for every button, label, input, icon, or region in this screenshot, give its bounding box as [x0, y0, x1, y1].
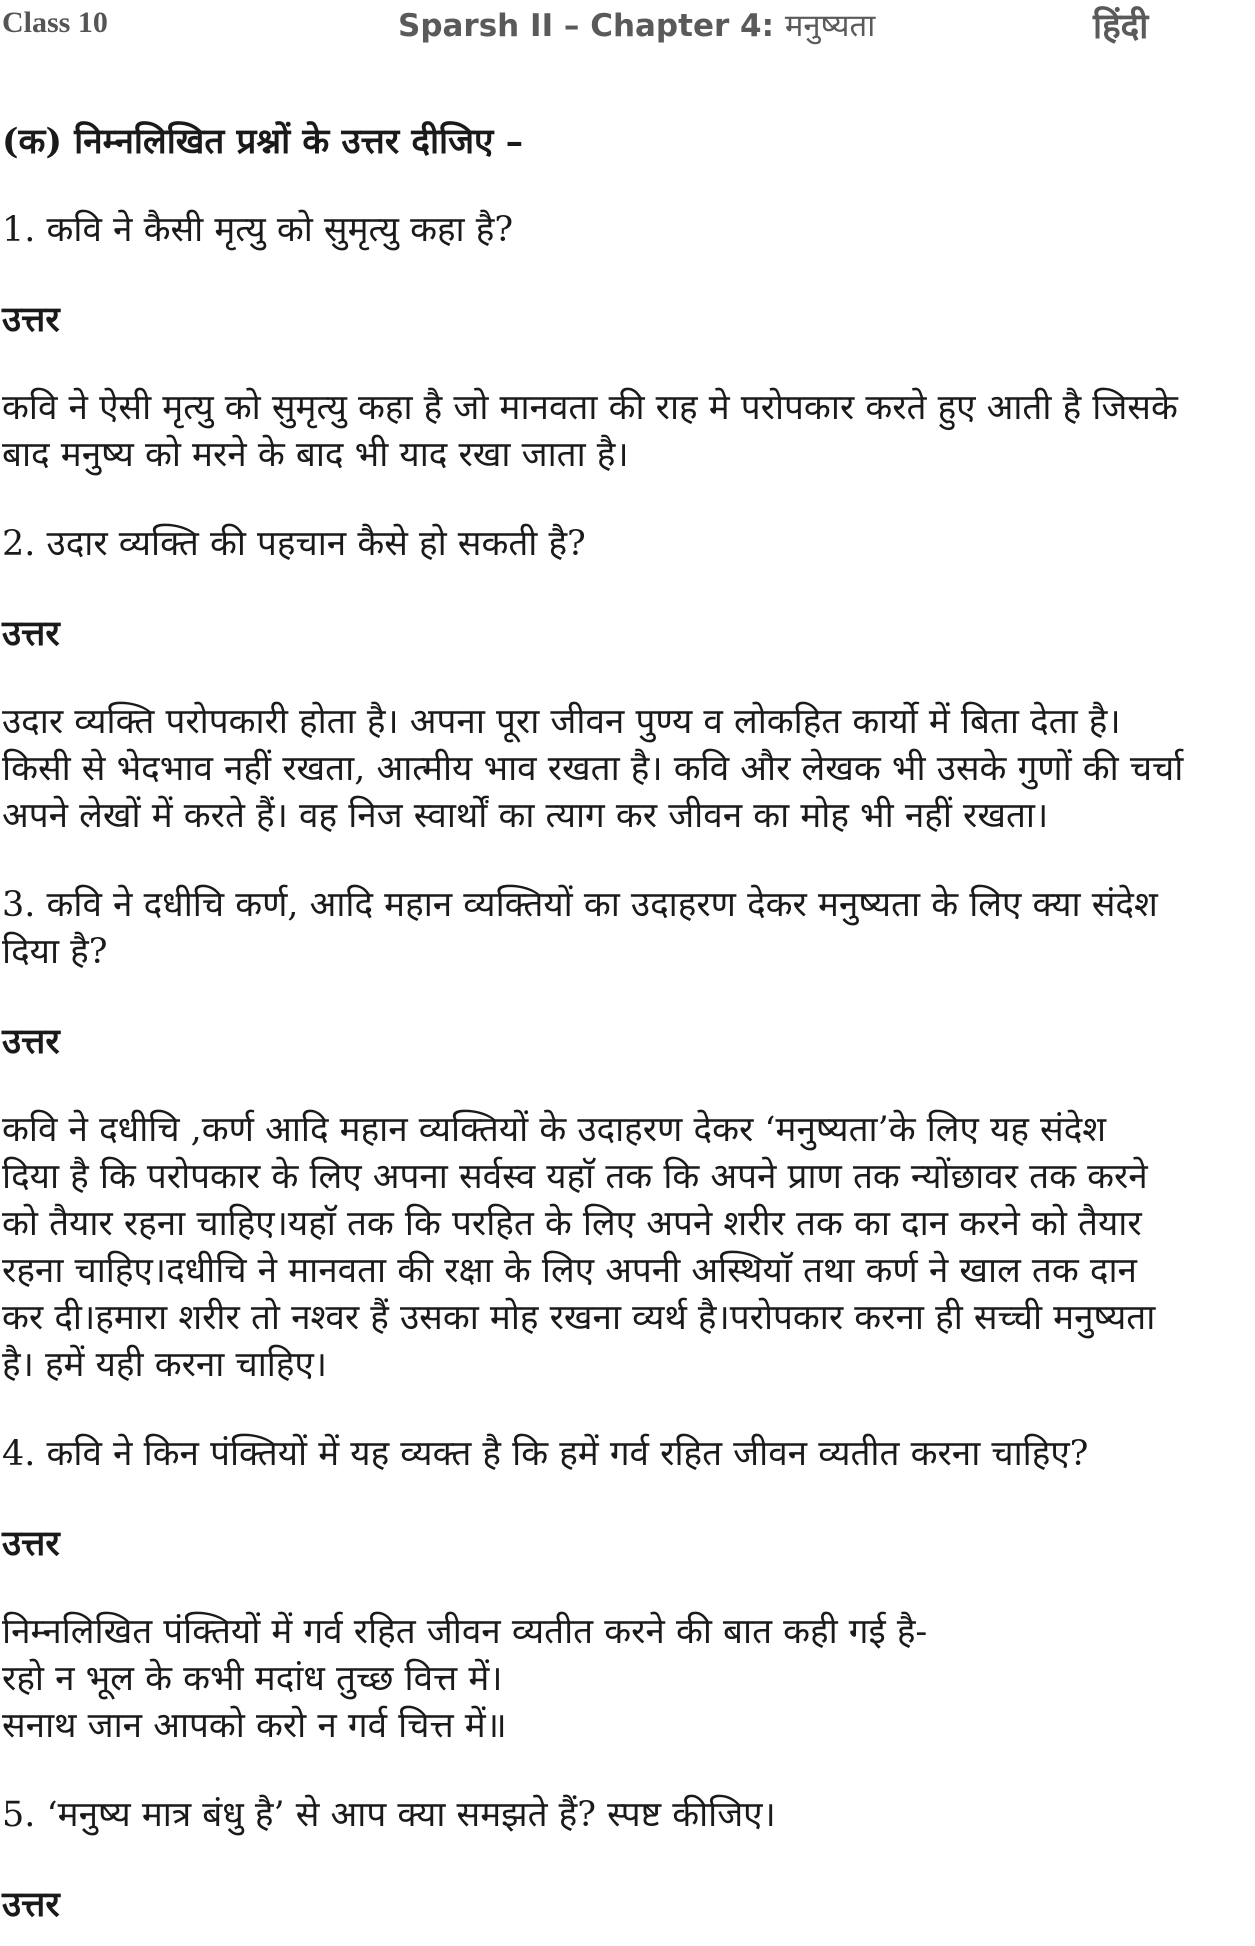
answer-1: [2, 385, 1252, 479]
answer-line: सनाथ जान आपको करो न गर्व चित्त में॥: [2, 1706, 507, 1746]
question-3: [2, 882, 1252, 976]
answer-line: है। हमें यही करना चाहिए।: [2, 1345, 328, 1385]
question-line: 5. ‘मनुष्य मात्र बंधु है’ से आप क्या समझते हैं? स्पष्ट कीजिए।: [2, 1795, 776, 1835]
answer-line: कवि ने दधीचि ,कर्ण आदि महान व्यक्तियों के उदाहरण देकर ‘मनुष्यता’के लिए यह संदेश: [2, 1110, 1107, 1150]
chapter-title-english: Sparsh II – Chapter 4:: [398, 8, 775, 44]
subject-label: हिंदी: [1093, 7, 1149, 47]
answer-label: उत्तर: [2, 299, 60, 340]
question-5: [2, 1792, 1252, 1839]
page-content: [2, 118, 1252, 1946]
answer-2: [2, 699, 1252, 840]
question-line: 3. कवि ने दधीचि कर्ण, आदि महान व्यक्तियों का उदाहरण देकर मनुष्यता के लिए क्या संदेश: [2, 885, 1158, 925]
chapter-title: [398, 4, 875, 46]
page-header: [0, 0, 1255, 60]
question-line: 1. कवि ने कैसी मृत्यु को सुमृत्यु कहा है?: [2, 210, 514, 250]
answer-line: रहना चाहिए।दधीचि ने मानवता की रक्षा के लिए अपनी अस्थियाॅ तथा कर्ण ने खाल तक दान: [2, 1251, 1137, 1291]
class-label: Class 10: [2, 6, 108, 39]
answer-line: निम्नलिखित पंक्तियों में गर्व रहित जीवन व्यतीत करने की बात कही गई है-: [2, 1612, 928, 1652]
question-2: [2, 521, 1252, 568]
answer-line: अपने लेखों में करते हैं। वह निज स्वार्थों का त्याग कर जीवन का मोह भी नहीं रखता।: [2, 796, 1049, 836]
answer-label: उत्तर: [2, 1523, 60, 1564]
answer-line: कर दी।हमारा शरीर तो नश्वर हैं उसका मोह रखना व्यर्थ है।परोपकार करना ही सच्ची मनुष्यता: [2, 1298, 1156, 1338]
question-line: 2. उदार व्यक्ति की पहचान कैसे हो सकती है?: [2, 524, 586, 564]
answer-label: उत्तर: [2, 1021, 60, 1062]
answer-line: दिया है कि परोपकार के लिए अपना सर्वस्व यहाॅ तक कि अपने प्राण तक न्योंछावर तक करने: [2, 1157, 1148, 1197]
answer-line: रहो न भूल के कभी मदांध तुच्छ वित्त में।: [2, 1659, 503, 1699]
answer-3: [2, 1107, 1252, 1389]
answer-line: बाद मनुष्य को मरने के बाद भी याद रखा जाता है।: [2, 435, 629, 475]
answer-line: कवि ने ऐसी मृत्यु को सुमृत्यु कहा है जो मानवता की राह मे परोपकार करते हुए आती है जिसके: [2, 388, 1178, 428]
question-4: [2, 1431, 1252, 1478]
answer-label: उत्तर: [2, 613, 60, 654]
answer-label: उत्तर: [2, 1884, 60, 1925]
question-line: 4. कवि ने किन पंक्तियों में यह व्यक्त है कि हमें गर्व रहित जीवन व्यतीत करना चाहिए?: [2, 1434, 1089, 1474]
answer-4: [2, 1609, 1252, 1750]
question-line: दिया है?: [2, 932, 108, 972]
answer-line: को तैयार रहना चाहिए।यहाॅ तक कि परहित के लिए अपने शरीर तक का दान करने को तैयार: [2, 1204, 1142, 1244]
section-heading: (क) निम्नलिखित प्रश्नों के उत्तर दीजिए –: [2, 121, 524, 162]
chapter-title-hindi: मनुष्यता: [784, 8, 876, 44]
answer-line: किसी से भेदभाव नहीं रखता, आत्मीय भाव रखता है। कवि और लेखक भी उसके गुणों की चर्चा: [2, 749, 1184, 789]
question-1: [2, 207, 1252, 254]
answer-line: उदार व्यक्ति परोपकारी होता है। अपना पूरा जीवन पुण्य व लोकहित कार्यो में बिता देता है।: [2, 702, 1121, 742]
